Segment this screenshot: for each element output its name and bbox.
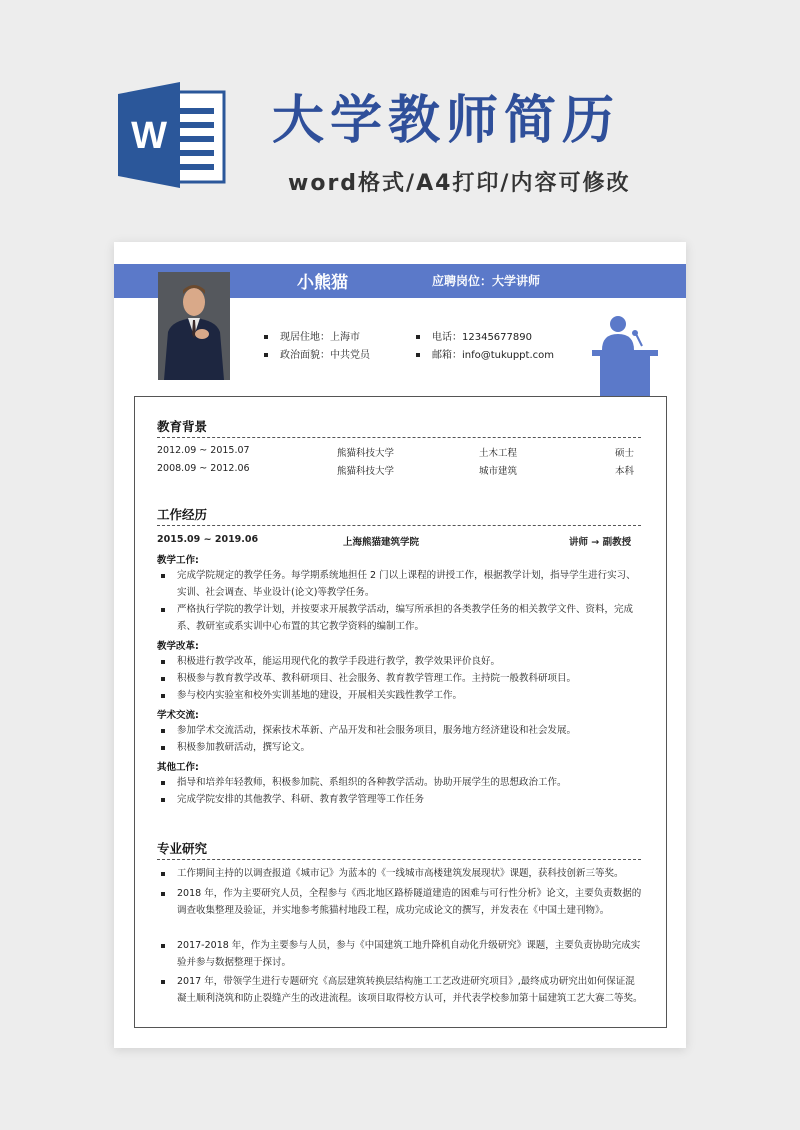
lecturer-podium-icon bbox=[592, 314, 662, 396]
work-group-heading: 其他工作: bbox=[157, 762, 199, 773]
list-item: 严格执行学院的教学计划，并按要求开展教学活动，编写所承担的各类教学任务的相关教学文件、资料，完成系、教研室或系实训中心布置的其它教学资料的编制工作。 bbox=[157, 601, 643, 635]
list-item: 积极参与教育教学改革、教科研项目、社会服务、教育教学管理工作。主持院一般教科研项目。 bbox=[157, 670, 643, 687]
list-item: 积极参加教研活动，撰写论文。 bbox=[157, 739, 643, 756]
banner-title: 大学教师简历 bbox=[272, 91, 621, 151]
word-doc-icon bbox=[118, 82, 228, 188]
education-title: 教育背景 bbox=[157, 419, 208, 434]
list-item: 积极进行教学改革，能运用现代化的教学手段进行教学，教学效果评价良好。 bbox=[157, 653, 643, 670]
work-title: 工作经历 bbox=[157, 507, 208, 522]
info-email: 邮箱：info@tukuppt.com bbox=[416, 346, 554, 361]
work-group-heading: 学术交流: bbox=[157, 710, 199, 721]
work-group-heading: 教学工作: bbox=[157, 555, 199, 566]
list-item: 2018 年，作为主要研究人员，全程参与《西北地区路桥隧道建造的困难与可行性分析》论文，主要负责数据的调查收集整理及验证，并实地参考熊猫村地段工程，成功完成论文的撰写，并发表在《中国土建刊物》。 bbox=[157, 885, 643, 919]
section-divider bbox=[157, 437, 641, 438]
candidate-name: 小熊猫 bbox=[297, 273, 348, 293]
list-item: 参与校内实验室和校外实训基地的建设，开展相关实践性教学工作。 bbox=[157, 687, 643, 704]
list-item: 2017-2018 年，作为主要参与人员，参与《中国建筑工地升降机自动化升级研究》课题，主要负责协助完成实验并参与数据整理于探讨。 bbox=[157, 937, 643, 971]
list-item: 工作期间主持的以调查报道《城市记》为蓝本的《一线城市高楼建筑发展现状》课题，获科技创新三等奖。 bbox=[157, 865, 643, 882]
banner-subtitle: word格式/A4打印/内容可修改 bbox=[288, 171, 631, 196]
info-phone: 电话：12345677890 bbox=[416, 328, 532, 343]
applied-position: 应聘岗位：大学讲师 bbox=[432, 274, 541, 288]
section-divider bbox=[157, 525, 641, 526]
profile-photo bbox=[158, 272, 230, 380]
word-logo-letter: W bbox=[131, 115, 167, 157]
info-residence: 现居住地：上海市 bbox=[264, 328, 360, 343]
list-item: 参加学术交流活动，探索技术革新、产品开发和社会服务项目，服务地方经济建设和社会发展。 bbox=[157, 722, 643, 739]
research-title: 专业研究 bbox=[157, 841, 208, 856]
resume-page bbox=[114, 242, 686, 1048]
resume-content: 教育背景 2012.09 ~ 2015.07 熊猫科技大学 土木工程 硕士 2008.09 ~ 2012.06 熊猫科技大学 城市建筑 本科 工作经历 2015.09 ~ 2019.06 上海熊猫建筑学院 讲师 → 副教授 教学工作: 完成学院规定的教学任务。每学期系统地担任 2 门以上课程的讲授工作，根据教学计划，指导学生进行实习、实训、社会调查、毕业设计(论文)等教学任务。 严格执行学院的教学计划，并按要求开展教学活动，编写所承担的各类教学任务的相关教学文件、资料，完成系、教研室或系实训中心布置的其它教学资料的编制工作。 教学改革: 积极进行教学改革，能运用现代化的教学手段进行教学，教学效果评价良好。 积极参与教育教学改革、教科研项目、社会服务、教育教学管理工作。主持院一般教科研项目。 参与校内实验室和校外实训基地的建设，开展相关实践性教学工作。 学术交流: 参加学术交流活动，探索技术革新、产品开发和社会服务项目，服务地方经济建设和社会发展。 积极参加教研活动，撰写论文。 其他工作: 指导和培养年轻教师，积极参加院、系组织的各种教学活动。协助开展学生的思想政治工作。 完成学院安排的其他教学、科研、教育教学管理等工作任务 专业研究 工作期间主持的以调查报道《城市记》为蓝本的《一线城市高楼建筑发展现状》课题，获科技创新三等奖。 2018 年，作为主要研究人员，全程参与《西北地区路桥隧道建造的困难与可行性分析》论文，主要负责数据的调查收集整理及验证，并实地参考熊猫村地段工程，成功完成论文的撰写，并发表在《中国土建刊物》。 2017-2018 年，作为主要参与人员，参与《中国建筑工地升降机自动化升级研究》课题，主要负责协助完成实验并参与数据整理于探讨。 2017 年，带领学生进行专题研究《高层建筑转换层结构施工工艺改进研究项目》,最终成功研究出如何保证混凝土顺利浇筑和防止裂缝产生的改进流程。该项目取得校方认可，并代表学校参加第十届建筑工艺大赛二等奖。 bbox=[134, 396, 667, 1028]
list-item: 指导和培养年轻教师，积极参加院、系组织的各种教学活动。协助开展学生的思想政治工作。 bbox=[157, 774, 643, 791]
list-item: 完成学院规定的教学任务。每学期系统地担任 2 门以上课程的讲授工作，根据教学计划，指导学生进行实习、实训、社会调查、毕业设计(论文)等教学任务。 bbox=[157, 567, 643, 601]
list-item: 完成学院安排的其他教学、科研、教育教学管理等工作任务 bbox=[157, 791, 643, 808]
section-divider bbox=[157, 859, 641, 860]
work-group-heading: 教学改革: bbox=[157, 641, 199, 652]
list-item: 2017 年，带领学生进行专题研究《高层建筑转换层结构施工工艺改进研究项目》,最终成功研究出如何保证混凝土顺利浇筑和防止裂缝产生的改进流程。该项目取得校方认可，并代表学校参加第十届建筑工艺大赛二等奖。 bbox=[157, 973, 643, 1007]
info-politics: 政治面貌：中共党员 bbox=[264, 346, 370, 361]
